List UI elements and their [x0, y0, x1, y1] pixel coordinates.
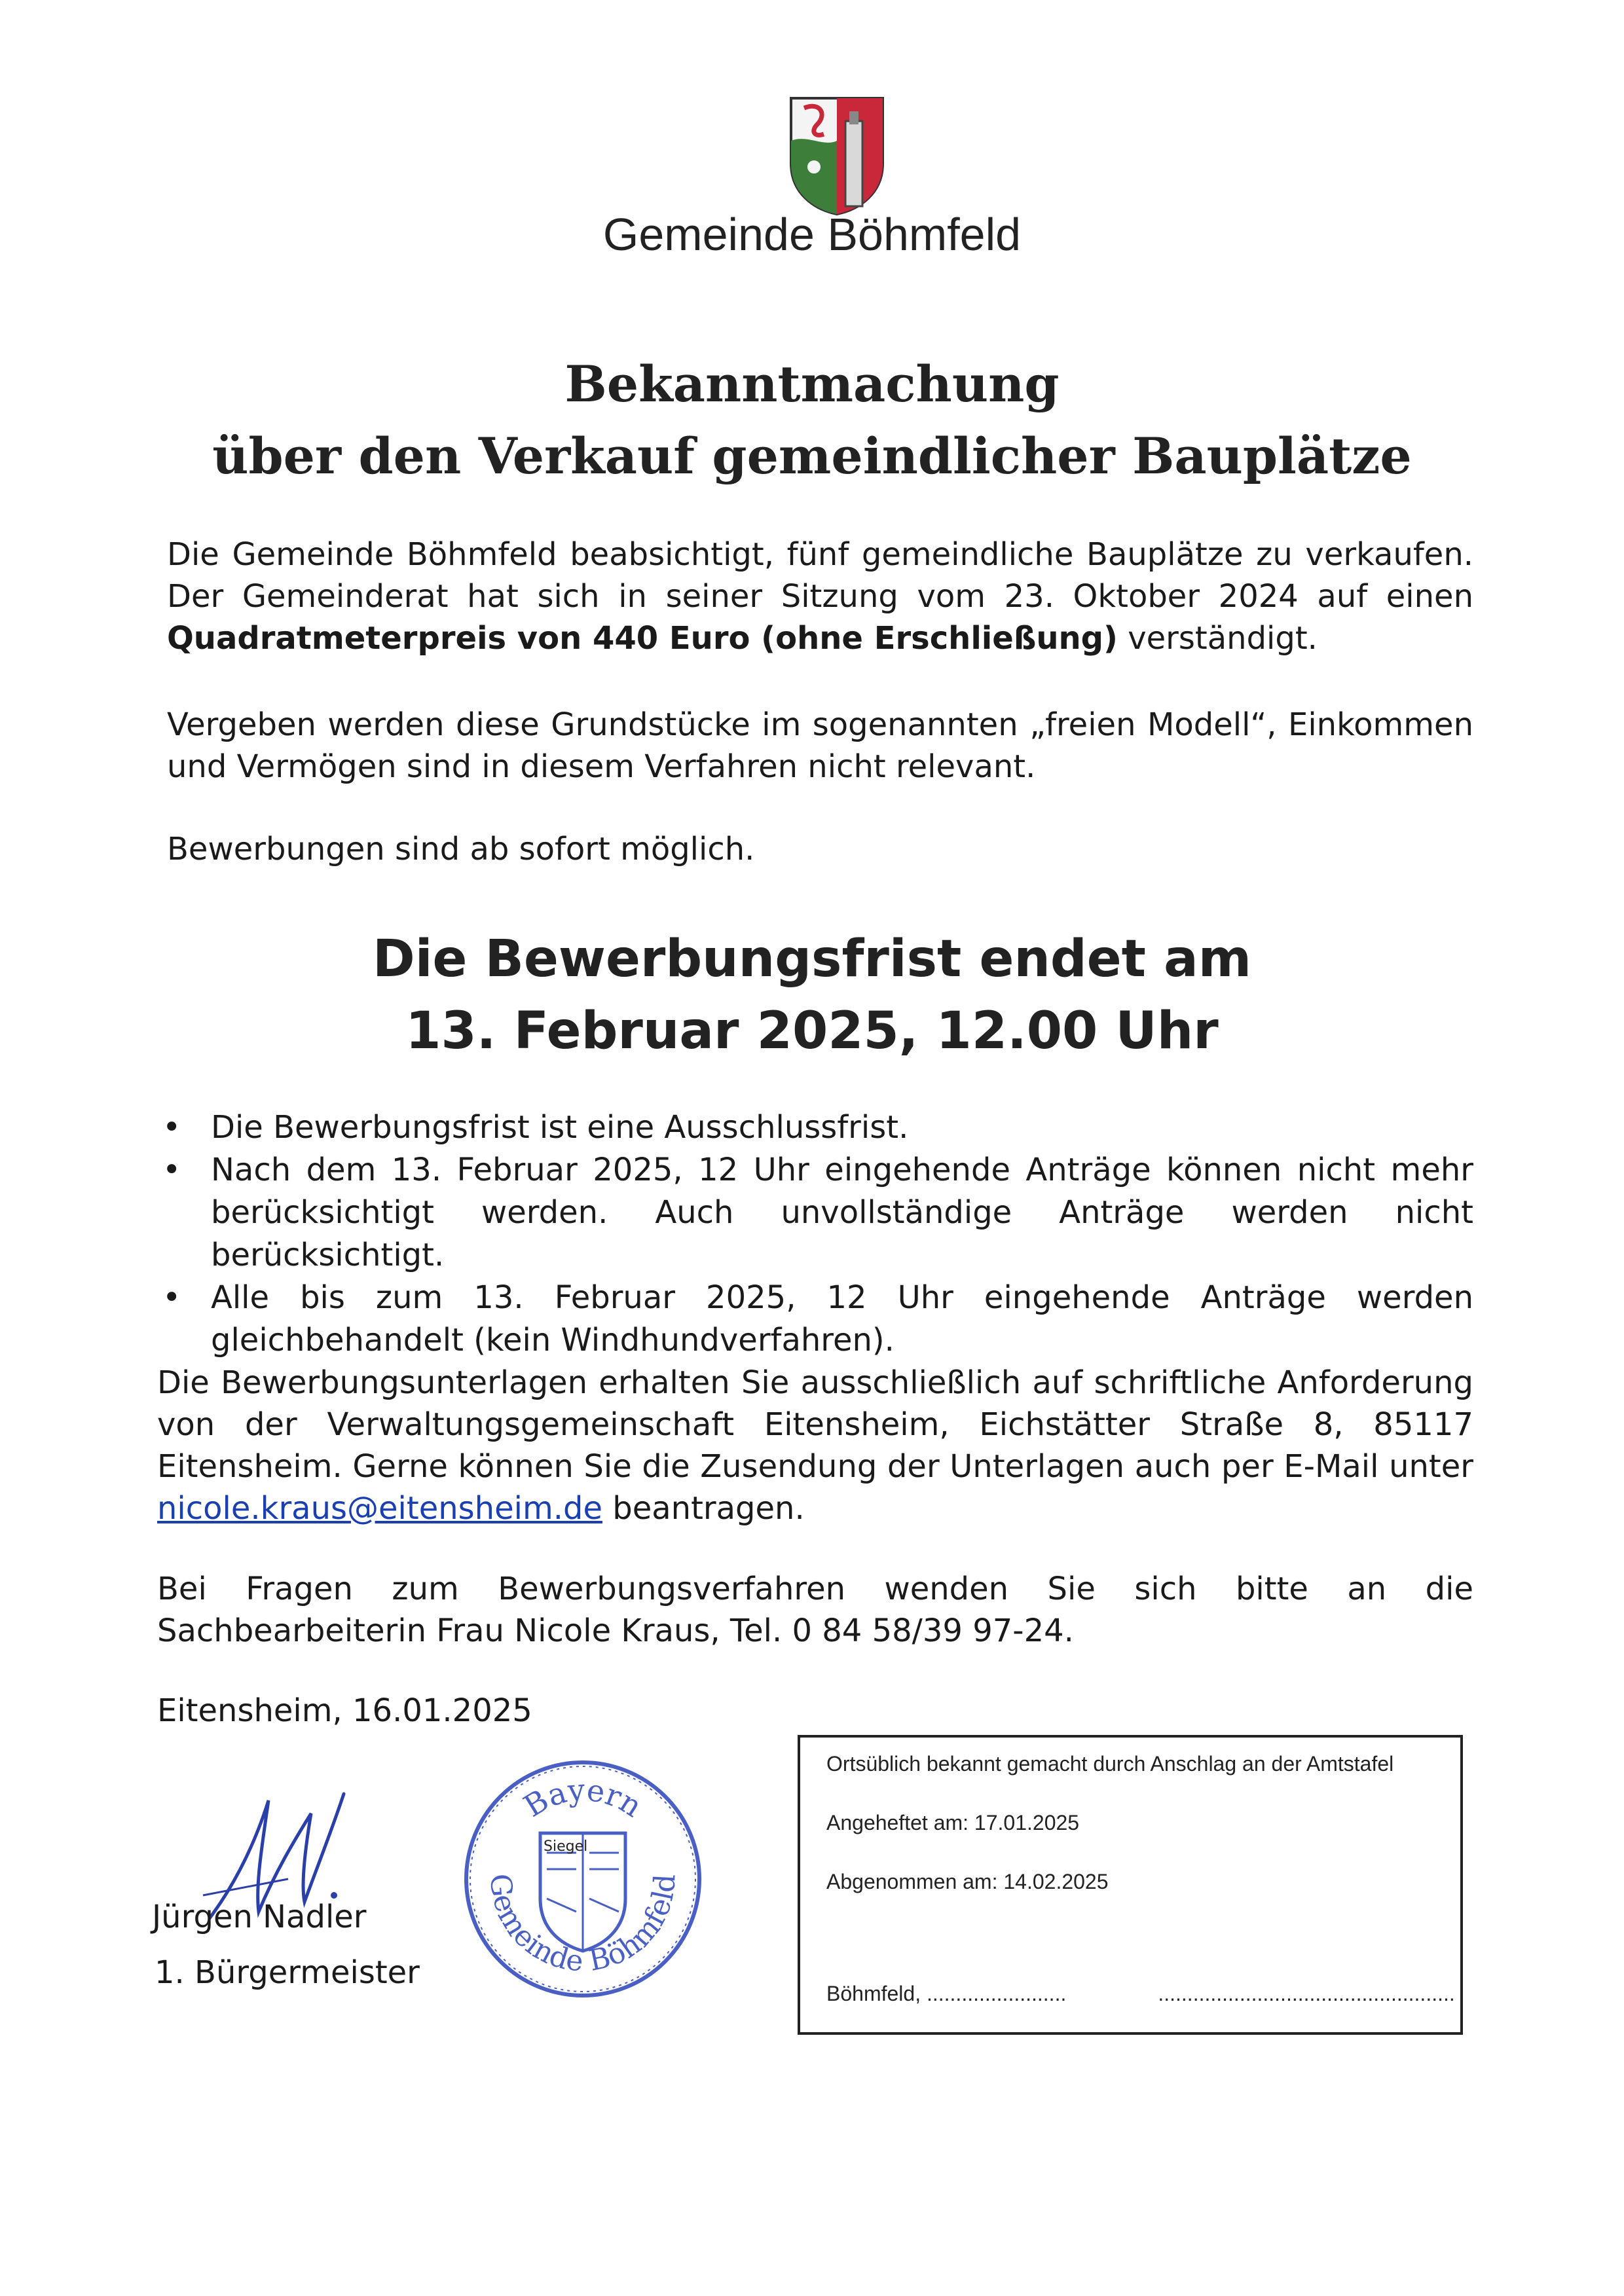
signature-dotted-line: ...................................................: [1158, 1982, 1455, 2005]
seal-text-bottom: Gemeinde Böhmfeld: [483, 1872, 682, 1978]
documents-text-end: beantragen.: [602, 1490, 805, 1527]
removed-date: Abgenommen am: 14.02.2025: [826, 1870, 1109, 1893]
svg-text:Bayern: [517, 1772, 648, 1824]
posting-place-line: [826, 1982, 1455, 2006]
email-link[interactable]: nicole.kraus@eitensheim.de: [157, 1490, 602, 1527]
document-title: Bekanntmachung: [564, 355, 1060, 413]
intro-paragraph: [167, 534, 1473, 659]
posted-date: Angeheftet am: 17.01.2025: [826, 1811, 1080, 1834]
bullet-icon: •: [162, 1152, 181, 1188]
place-dotted-line: Böhmfeld, ........................: [826, 1982, 1067, 2005]
deadline-heading: Die Bewerbungsfrist endet am: [373, 930, 1251, 989]
document-subtitle: über den Verkauf gemeindlicher Bauplätze: [212, 427, 1412, 485]
municipality-crest-icon: [788, 95, 886, 216]
documents-paragraph: [157, 1362, 1473, 1529]
place-date: Eitensheim, 16.01.2025: [157, 1692, 532, 1729]
intro-text-end: verständigt.: [1117, 620, 1318, 657]
seal-text-top: Bayern: [517, 1772, 649, 1825]
contact-paragraph: Bei Fragen zum Bewerbungsverfahren wenden Sie sich bitte an die Sachbearbeiterin Frau Nicole Kraus, Tel. 0 84 58/39 97-24.: [157, 1571, 1473, 1649]
seal-label: Siegel: [544, 1838, 588, 1855]
price-highlight: Quadratmeterpreis von 440 Euro (ohne Erschließung): [167, 620, 1118, 657]
list-item: [157, 1149, 1473, 1277]
posting-notice-box: [798, 1735, 1463, 2035]
documents-text: Die Bewerbungsunterlagen erhalten Sie ausschließlich auf schriftliche Anforderung von der Verwaltungsgemeinschaft Eitensheim, Eichstätter Straße 8, 85117 Eitensheim. Gerne können Sie die Zusendung der Unterlagen auch per E-Mail unter: [157, 1364, 1473, 1485]
list-item-text: Die Bewerbungsfrist ist eine Ausschlussfrist.: [211, 1109, 909, 1146]
signer-name: Jürgen Nadler: [152, 1899, 367, 1935]
applications-open-paragraph: Bewerbungen sind ab sofort möglich.: [167, 831, 755, 867]
deadline-date: 13. Februar 2025, 12.00 Uhr: [405, 1002, 1219, 1061]
list-item-text: Alle bis zum 13. Februar 2025, 12 Uhr eingehende Anträge werden gleichbehandelt (kein Windhundverfahren).: [211, 1279, 1473, 1358]
list-item: [157, 1277, 1473, 1362]
model-paragraph: Vergeben werden diese Grundstücke im sogenannten „freien Modell“, Einkommen und Vermögen sind in diesem Verfahren nicht relevant.: [167, 706, 1473, 785]
bullet-icon: •: [162, 1279, 181, 1316]
list-item: [157, 1106, 1473, 1149]
bullet-icon: •: [162, 1109, 181, 1146]
intro-text: Die Gemeinde Böhmfeld beabsichtigt, fünf gemeindliche Bauplätze zu verkaufen. Der Gemeinderat hat sich in seiner Sitzung vom 23. Oktober 2024 auf einen: [167, 536, 1473, 615]
official-seal-icon: [458, 1755, 707, 2003]
signer-role: 1. Bürgermeister: [155, 1954, 420, 1991]
list-item-text: Nach dem 13. Februar 2025, 12 Uhr eingehende Anträge können nicht mehr berücksichtigt werden. Auch unvollständige Anträge werden nicht berücksichtigt.: [211, 1152, 1473, 1273]
municipality-name: Gemeinde Böhmfeld: [602, 209, 1022, 260]
posting-notice-heading: Ortsüblich bekannt gemacht durch Anschlag an der Amtstafel: [826, 1752, 1394, 1776]
deadline-rules-list: [157, 1106, 1473, 1362]
